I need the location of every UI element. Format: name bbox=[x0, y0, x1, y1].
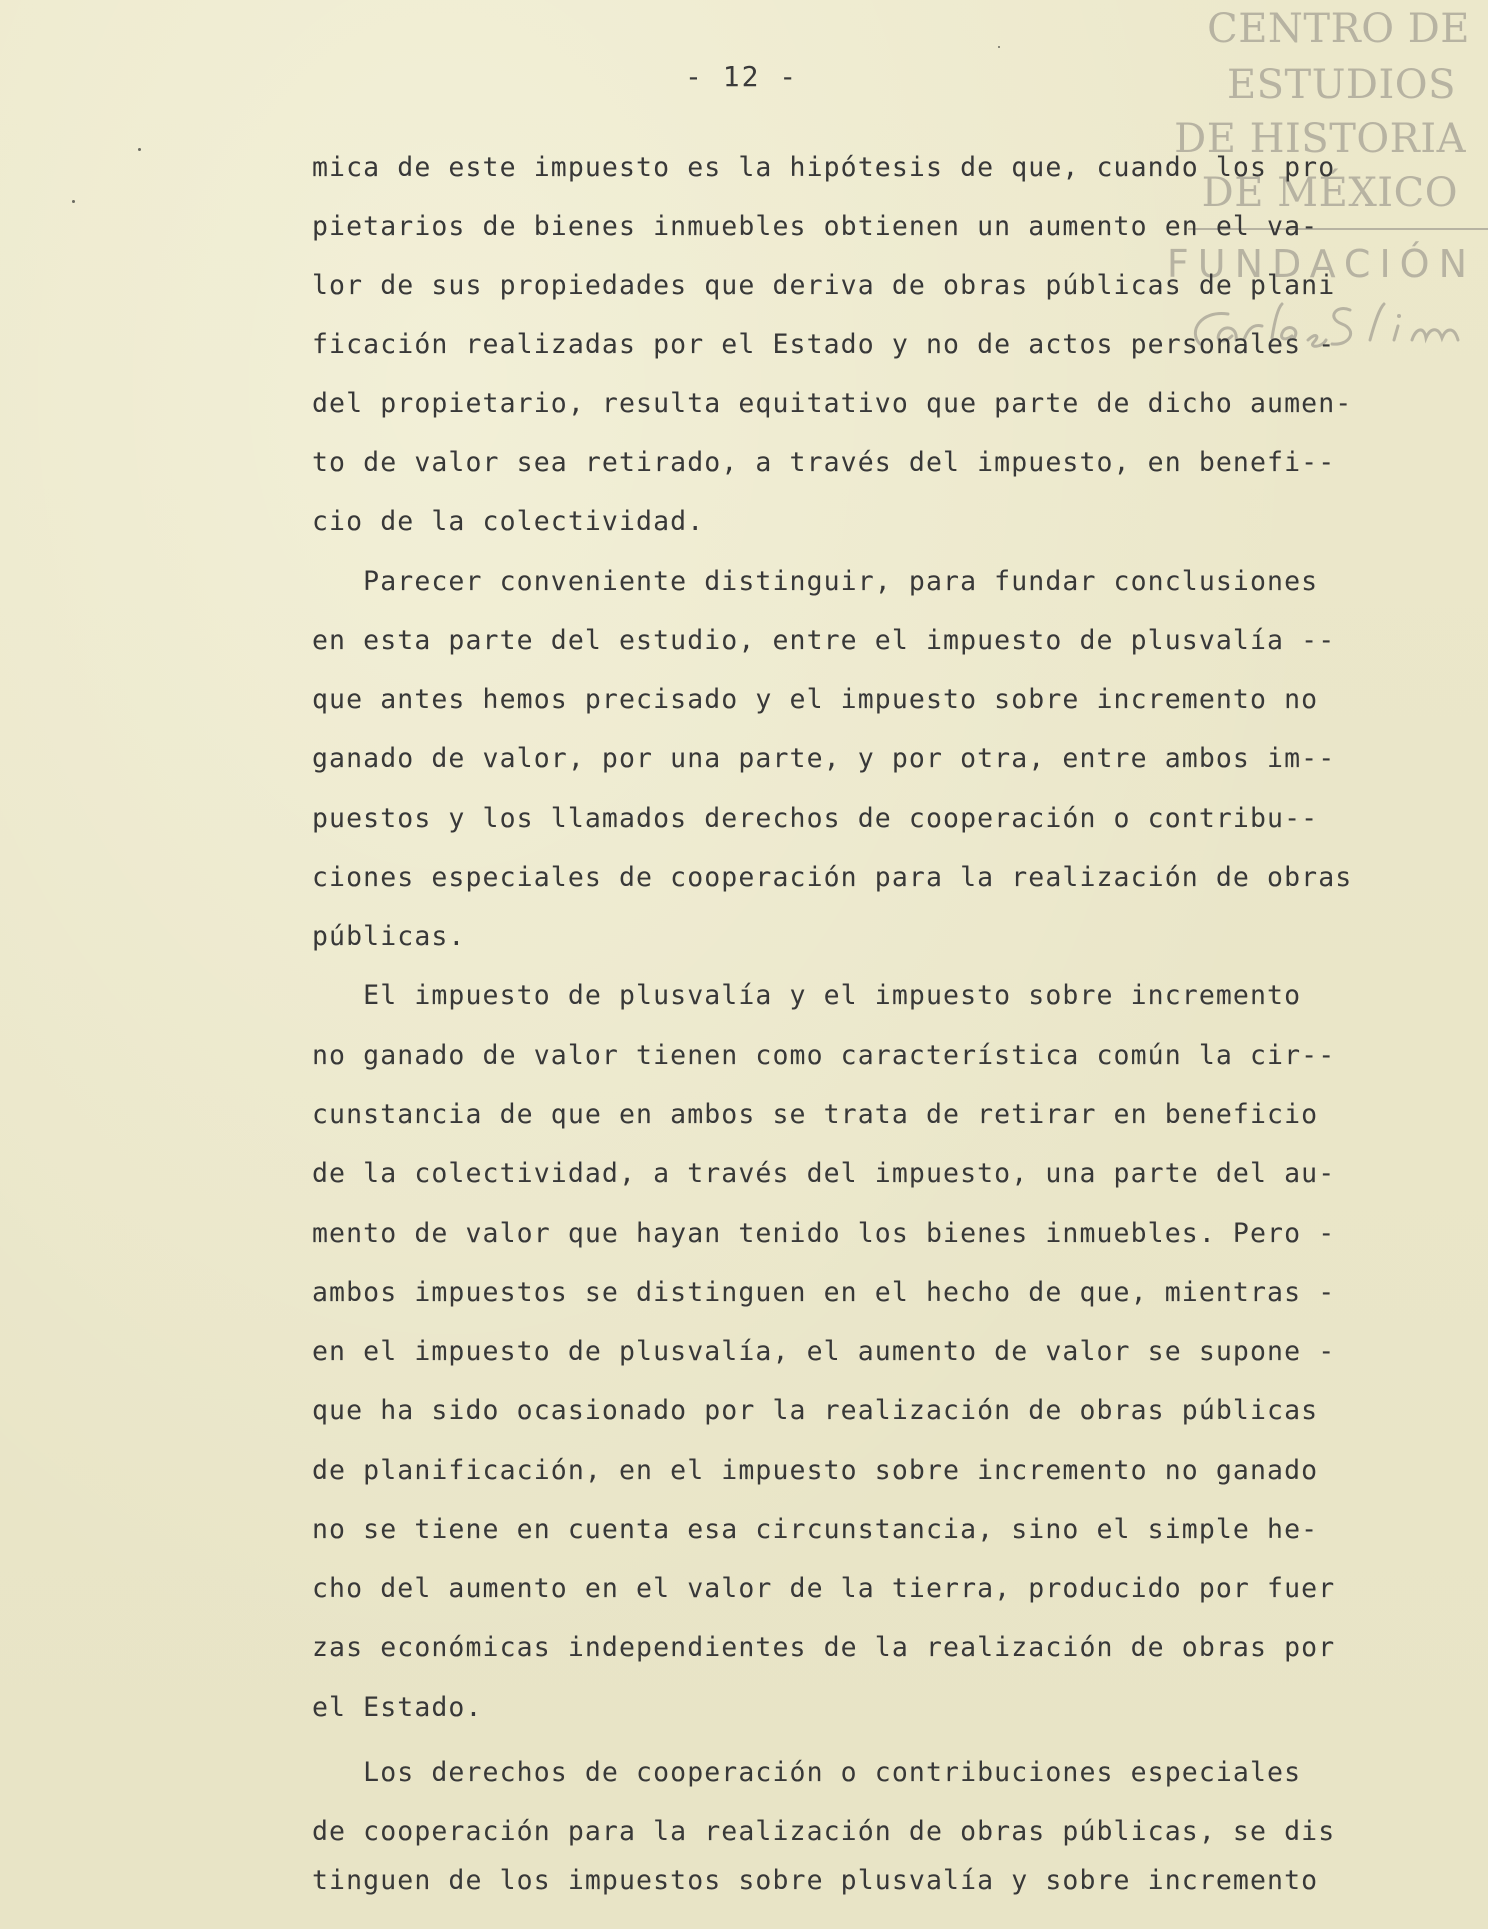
text-line: El impuesto de plusvalía y el impuesto sobre incremento bbox=[312, 980, 1302, 1011]
watermark-line: ESTUDIOS bbox=[1226, 62, 1456, 108]
text-line: cio de la colectividad. bbox=[312, 506, 705, 537]
text-line: to de valor sea retirado, a través del impuesto, en benefi-- bbox=[312, 447, 1336, 478]
text-line: ganado de valor, por una parte, y por otra, entre ambos im-- bbox=[312, 743, 1336, 774]
text-line: de la colectividad, a través del impuesto, una parte del au- bbox=[312, 1158, 1336, 1189]
watermark-line: DE MÉXICO bbox=[1201, 170, 1458, 216]
text-line: puestos y los llamados derechos de cooperación o contribu-- bbox=[312, 803, 1319, 834]
watermark-foundation: FUNDACIÓN bbox=[1166, 242, 1476, 286]
text-line: zas económicas independientes de la realización de obras por bbox=[312, 1632, 1336, 1663]
text-line: lor de sus propiedades que deriva de obras públicas de plani bbox=[312, 270, 1336, 301]
page-number: - 12 - bbox=[685, 60, 799, 93]
text-line: ambos impuestos se distinguen en el hecho de que, mientras - bbox=[312, 1277, 1336, 1308]
text-line: mento de valor que hayan tenido los bienes inmuebles. Pero - bbox=[312, 1218, 1336, 1249]
text-line: Parecer conveniente distinguir, para fundar conclusiones bbox=[312, 566, 1319, 597]
text-line: en el impuesto de plusvalía, el aumento de valor se supone - bbox=[312, 1336, 1336, 1367]
text-line: no ganado de valor tienen como característica común la cir-- bbox=[312, 1040, 1336, 1071]
text-line: en esta parte del estudio, entre el impuesto de plusvalía -- bbox=[312, 625, 1336, 656]
text-line: que ha sido ocasionado por la realización de obras públicas bbox=[312, 1395, 1319, 1426]
paper-speck bbox=[998, 46, 1000, 48]
text-line: el Estado. bbox=[312, 1692, 483, 1723]
text-line: ficación realizadas por el Estado y no de actos personales - bbox=[312, 329, 1336, 360]
watermark-line: CENTRO DE bbox=[1207, 6, 1470, 52]
text-line: pietarios de bienes inmuebles obtienen un aumento en el va- bbox=[312, 211, 1319, 242]
text-line: tinguen de los impuestos sobre plusvalía y sobre incremento bbox=[312, 1865, 1319, 1896]
watermark-line: DE HISTORIA bbox=[1174, 116, 1466, 162]
text-line: de planificación, en el impuesto sobre incremento no ganado bbox=[312, 1455, 1319, 1486]
text-line: del propietario, resulta equitativo que parte de dicho aumen- bbox=[312, 388, 1353, 419]
text-line: públicas. bbox=[312, 921, 466, 952]
text-line: mica de este impuesto es la hipótesis de que, cuando los pro bbox=[312, 152, 1336, 183]
text-line: ciones especiales de cooperación para la realización de obras bbox=[312, 862, 1353, 893]
text-line: que antes hemos precisado y el impuesto sobre incremento no bbox=[312, 684, 1319, 715]
text-line: cho del aumento en el valor de la tierra, producido por fuer bbox=[312, 1573, 1336, 1604]
text-line: Los derechos de cooperación o contribuciones especiales bbox=[312, 1757, 1302, 1788]
paper-speck bbox=[138, 148, 141, 151]
text-line: cunstancia de que en ambos se trata de retirar en beneficio bbox=[312, 1099, 1319, 1130]
text-line: de cooperación para la realización de obras públicas, se dis bbox=[312, 1816, 1336, 1847]
text-line: no se tiene en cuenta esa circunstancia, sino el simple he- bbox=[312, 1514, 1319, 1545]
paper-speck bbox=[72, 200, 75, 203]
